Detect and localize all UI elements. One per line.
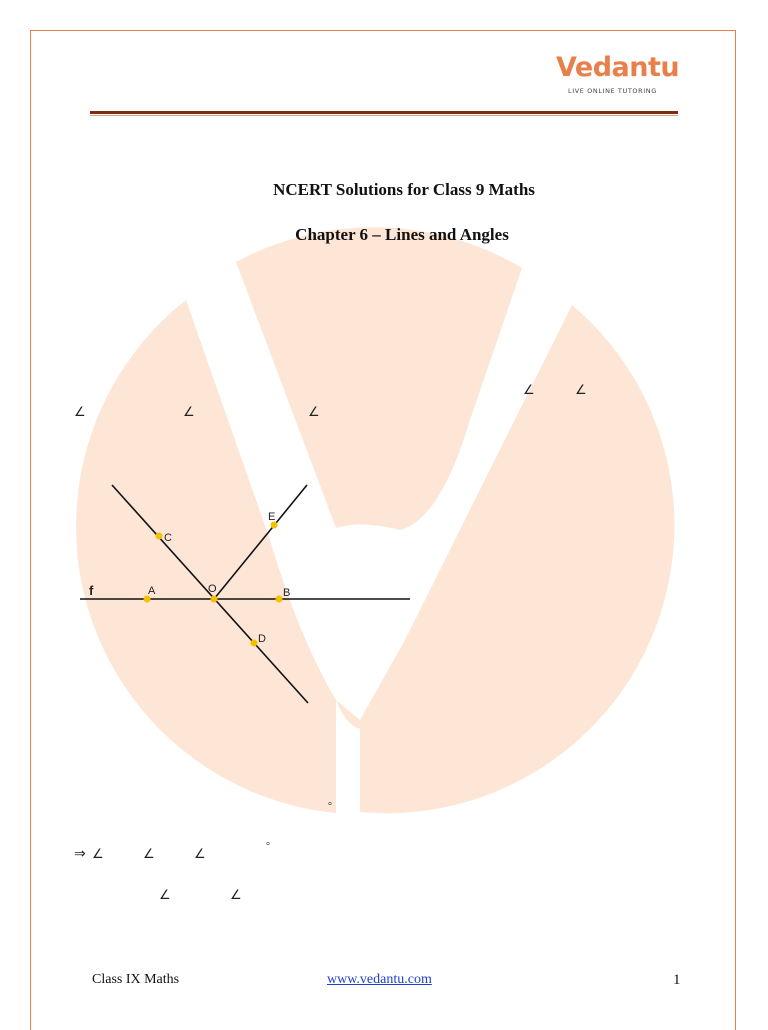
ray-oe xyxy=(214,485,307,599)
document-title: NCERT Solutions for Class 9 Maths xyxy=(273,180,535,199)
point-c xyxy=(156,533,163,540)
chapter-title: Chapter 6 – Lines and Angles xyxy=(295,225,509,244)
degree-symbol: ° xyxy=(328,801,332,812)
angle-symbol: ∠ xyxy=(143,846,155,861)
angle-symbol: ∠ xyxy=(183,404,195,419)
angle-symbol: ∠ xyxy=(230,887,242,902)
angle-symbol: ∠ xyxy=(194,846,206,861)
label-d: D xyxy=(258,633,266,645)
label-o: O xyxy=(208,583,217,595)
angle-symbol: ∠ xyxy=(523,382,535,397)
degree-symbol: ° xyxy=(266,841,270,852)
point-d xyxy=(251,640,258,647)
implies-symbol: ⇒ xyxy=(74,847,86,862)
logo-tagline: LIVE ONLINE TUTORING xyxy=(568,87,657,95)
angle-symbol: ∠ xyxy=(159,887,171,902)
footer-website-link[interactable]: www.vedantu.com xyxy=(327,972,432,987)
label-f: f xyxy=(89,583,94,598)
angle-symbol: ∠ xyxy=(575,382,587,397)
logo-wordmark: Vedantu xyxy=(556,52,680,83)
page-number: 1 xyxy=(673,972,681,988)
label-a: A xyxy=(148,585,156,597)
angle-symbol: ∠ xyxy=(74,404,86,419)
point-b xyxy=(276,596,283,603)
angle-symbol: ∠ xyxy=(308,404,320,419)
angle-symbol: ∠ xyxy=(92,846,104,861)
label-c: C xyxy=(164,532,172,544)
label-e: E xyxy=(268,511,276,523)
footer-class-label: Class IX Maths xyxy=(92,972,180,987)
label-b: B xyxy=(283,587,291,599)
point-o xyxy=(211,596,218,603)
